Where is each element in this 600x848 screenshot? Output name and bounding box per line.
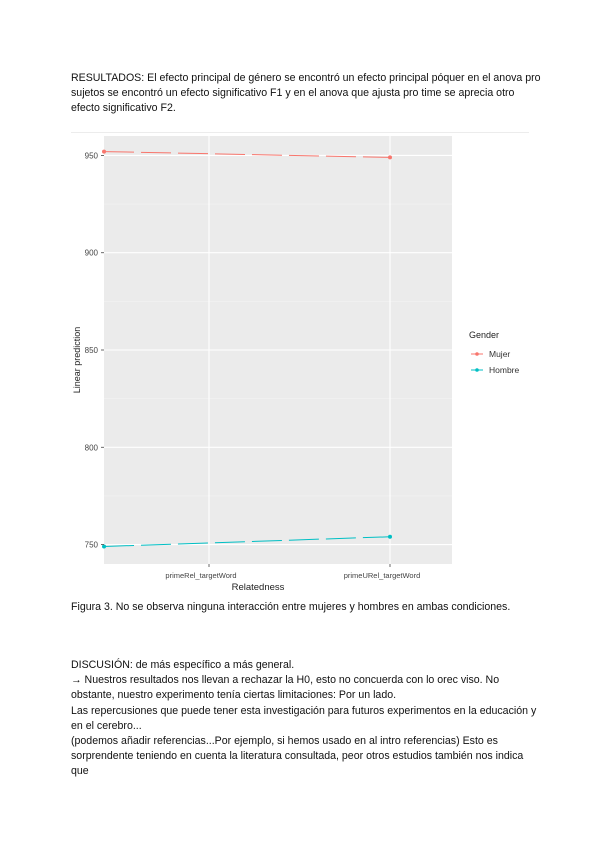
data-point bbox=[388, 155, 392, 159]
figure-caption: Figura 3. No se observa ninguna interacción entre mujeres y hombres en ambas condiciones. bbox=[71, 601, 511, 613]
discussion-section bbox=[71, 658, 541, 780]
legend-title: Gender bbox=[469, 330, 500, 340]
y-tick-label: 750 bbox=[84, 540, 98, 550]
data-point bbox=[102, 544, 106, 548]
discussion-line: → Nuestros resultados nos llevan a rechazar la H0, esto no concuerda con lo orec viso. No obstante, nuestro experimento tenía ciertas limitaciones: Por un lado. bbox=[71, 674, 500, 702]
x-tick-label: primeURel_targetWord bbox=[343, 571, 421, 580]
legend-label: Hombre bbox=[489, 365, 520, 375]
data-point bbox=[102, 150, 106, 154]
y-tick-label: 950 bbox=[84, 151, 98, 161]
y-tick-label: 850 bbox=[84, 346, 98, 355]
y-axis-title: Linear prediction bbox=[72, 326, 82, 394]
results-paragraph: RESULTADOS: El efecto principal de género se encontró un efecto principal póquer en el anova pro sujetos se encontró un efecto significativo F1 y en el anova que ajusta pro time se aprecia otro efecto significativo F2. bbox=[71, 72, 541, 115]
y-tick-label: 800 bbox=[84, 443, 98, 453]
y-tick-label: 900 bbox=[84, 248, 98, 258]
discussion-line: Las repercusiones que puede tener esta investigación para futuros experimentos en la educación y en el cerebro... bbox=[71, 704, 537, 732]
interaction-plot bbox=[71, 132, 529, 597]
x-axis-title: Relatedness bbox=[231, 582, 285, 593]
data-point bbox=[388, 535, 392, 539]
legend-label: Mujer bbox=[489, 349, 511, 359]
discussion-line: (podemos añadir referencias...Por ejemplo, si hemos usado en al intro referencias) Esto es sorprendente teniendo en cuenta la literatura consultada, peor otros estudios también nos indica que bbox=[71, 735, 524, 778]
legend-key-point bbox=[475, 368, 479, 372]
legend-key-point bbox=[475, 352, 479, 356]
x-tick-label: primeRel_targetWord bbox=[165, 571, 237, 580]
discussion-heading: DISCUSIÓN: de más específico a más general. bbox=[71, 659, 295, 671]
